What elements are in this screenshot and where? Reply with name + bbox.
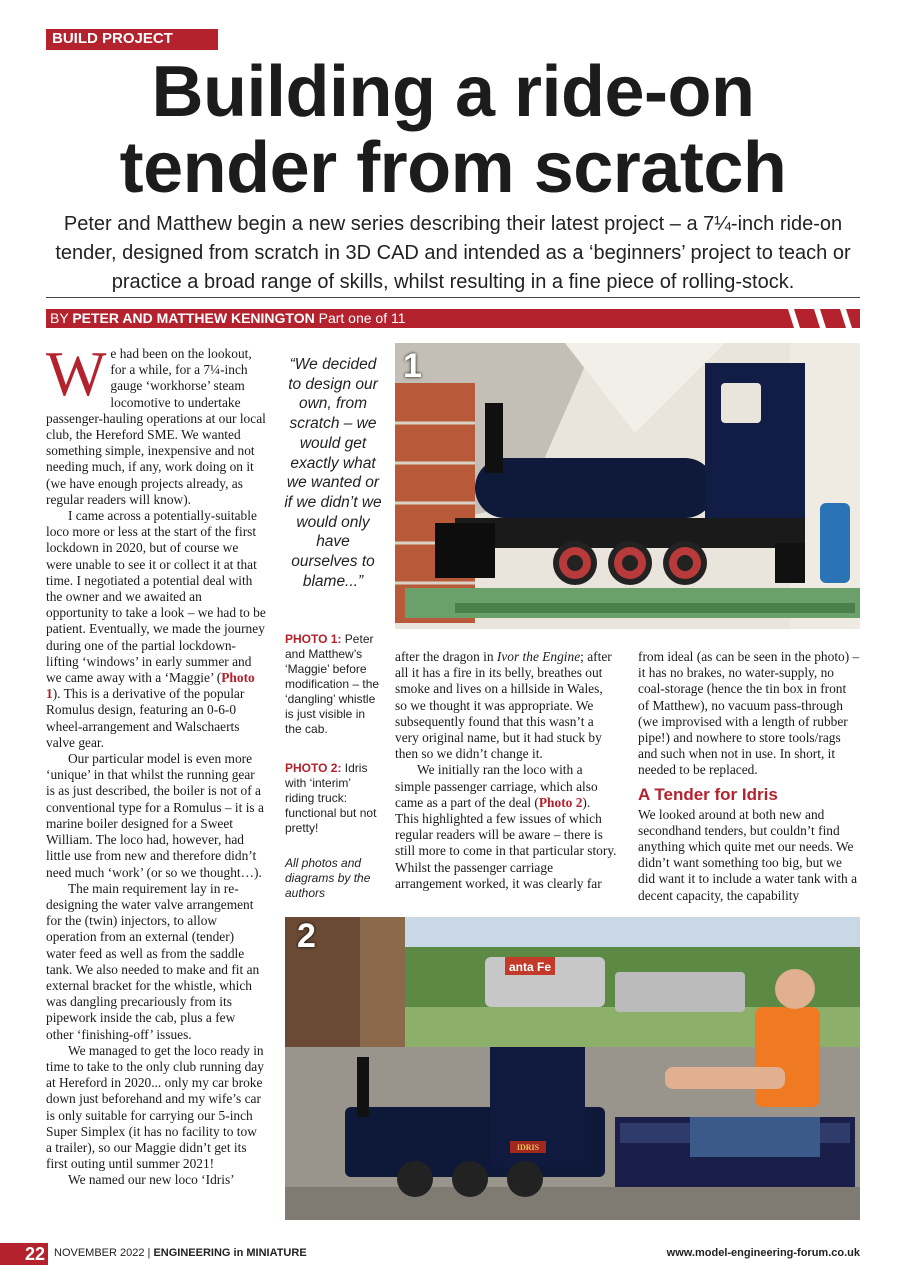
body-column-1: [46, 338, 266, 1189]
section-tag: BUILD PROJECT: [46, 29, 218, 49]
pull-quote: “We decided to design our own, from scratch – we would get exactly what we wanted or if we didn’t we would only have ourselves to blame...”: [284, 356, 382, 590]
photo-2-image: [285, 917, 860, 1220]
paragraph-2-text: I came across a potentially-suitable loco more or less at the start of the first lockdown in 2020, but of course we were unable to see it or collect it at that time. I negotiated a potential deal with the owner and we awaited an opportunity to take a look – we had to be patient. Eventually, we made the journey during one of the partial lockdown-lifting ‘windows’ in early summer and we came away with a ‘Maggie’ (: [46, 508, 266, 686]
photo-1-reference: Photo 1: [46, 670, 255, 702]
paragraph-2: [46, 508, 266, 751]
photo-2-number: 2: [297, 917, 316, 955]
paragraph-2-end: ). This is a derivative of the popular Romulus design, featuring an 0-6-0 wheel-arrangement and Walschaerts valve gear.: [46, 686, 245, 750]
page-number-block: [0, 1243, 48, 1265]
paragraph-8-text-a: We initially ran the loco with a simple passenger carriage, which also came as a part of the deal (: [395, 762, 598, 810]
paragraph-4: The main requirement lay in re-designing the water valve arrangement for the (twin) injectors, to allow operation from an external (tender) water feed as well as from the saddle tank. We also needed to make and fit an external bracket for the whistle, which was dangling precariously from its pipework inside the cab, plus a few other ‘finishing-off’ issues.: [46, 880, 260, 1042]
body-column-4: [638, 649, 860, 904]
paragraph-1-text: e had been on the lookout, for a while, for a 7¼-inch gauge ‘workhorse’ steam locomotive to undertake passenger-hauling operations at our local club, the Hereford SME. We wanted something simple, inexpensive and not needing much, if any, work doing on it (we have enough projects already, as regular readers will know).: [46, 346, 266, 507]
drop-cap: W: [46, 338, 107, 409]
footer-issue-date: NOVEMBER 2022: [54, 1247, 145, 1259]
section-tag-underline: [46, 48, 218, 50]
photo-1-caption: [285, 632, 381, 737]
standfirst-rule: [46, 297, 860, 298]
paragraph-5: We managed to get the loco ready in time to take to the only club running day at Hereford in 2020... only my car broke down just beforehand and my wife’s car is only suitable for carrying our 5-inch Super Simplex (it has no facility to tow a trailer), so our Maggie didn’t get its first outing until summer 2021!: [46, 1042, 264, 1172]
photo-2-caption: [285, 761, 381, 836]
paragraph-1: [46, 338, 266, 508]
idris-nameplate: IDRIS: [516, 1143, 540, 1152]
title-line-1: Building a ride-on: [151, 52, 755, 132]
paragraph-6: We named our new loco ‘Idris’: [68, 1172, 235, 1188]
paragraph-7-text-b: ; after all it has a fire in its belly, breathes out smoke and lives on a hillside in Wales, so we thought it was appropriate. We subsequently found that this wasn’t a very original name, but it had stuck by then so we didn’t change it.: [395, 649, 612, 762]
subheading-tender-for-idris: A Tender for Idris: [638, 784, 778, 804]
article-title: [30, 54, 876, 206]
paragraph-7: [395, 649, 617, 762]
paragraph-8-text-b: ). This highlighted a few issues of which regular readers will be aware – there is still more to come in that particular story. Whilst the passenger carriage arrangement worked, it was clearly far: [395, 794, 617, 891]
byline: [46, 309, 786, 328]
photo-2: [285, 917, 860, 1220]
page-number: 22: [24, 1244, 45, 1264]
photo-1-number: 1: [403, 347, 422, 385]
photo-1-image: [395, 343, 860, 629]
photo-1: [395, 343, 860, 629]
byline-authors: PETER AND MATTHEW KENINGTON: [72, 310, 315, 326]
byline-stripes: [780, 309, 860, 328]
footer-separator: |: [144, 1247, 154, 1259]
photo-credit: All photos and diagrams by the authors: [285, 856, 371, 900]
footer-url: www.model-engineering-forum.co.uk: [666, 1247, 860, 1259]
byline-prefix: BY: [50, 310, 73, 326]
paragraph-9: from ideal (as can be seen in the photo) – it has no brakes, no water-supply, no coal-storage (hence the tin box in front of Matthew), no vacuum pass-through (we improvised with a length of rubber pipe!) and nowhere to store tools/rags and such when not in use. In short, it needed to be replaced.: [638, 649, 860, 778]
photo-2-reference: Photo 2: [538, 794, 583, 810]
ivor-the-engine-title: Ivor the Engine: [496, 649, 581, 664]
photo-1-caption-text: Peter and Matthew’s ‘Maggie’ before modification – the ‘dangling’ whistle is just visible in the cab.: [285, 632, 380, 736]
title-line-2: tender from scratch: [119, 128, 787, 208]
paragraph-7-text-a: after the dragon in: [395, 649, 497, 664]
paragraph-3: Our particular model is even more ‘unique’ in that whilst the running gear is as just described, the boiler is not of a conventional type for a Romulus – it is a marine boiler designed for a Sweet William. The loco had, however, had little use from new and therefore didn’t need much ‘work’ (or so we thought…).: [46, 751, 264, 880]
santa-fe-sign: anta Fe: [508, 960, 552, 974]
paragraph-8: [395, 762, 617, 892]
body-column-3: [395, 649, 617, 892]
footer-magazine-name: ENGINEERING in MINIATURE: [153, 1247, 307, 1259]
standfirst: Peter and Matthew begin a new series describing their latest project – a 7¼-inch ride-on tender, designed from scratch in 3D CAD and intended as a ‘beginners’ project to teach or practice a broad range of skills, whilst resulting in a fine piece of rolling-stock.: [55, 213, 851, 293]
footer-issue: [54, 1246, 307, 1260]
photo-2-caption-label: PHOTO 2:: [285, 761, 342, 775]
paragraph-10: We looked around at both new and secondhand tenders, but couldn’t find anything which quite met our needs. We didn’t want something too big, but we did want it to include a water tank with a decent capacity, the capability: [638, 806, 858, 903]
photo-2-caption-text: Idris with ‘interim’ riding truck: functional but not pretty!: [285, 761, 377, 835]
photo-1-caption-label: PHOTO 1:: [285, 632, 342, 646]
byline-part: Part one of 11: [314, 310, 406, 326]
